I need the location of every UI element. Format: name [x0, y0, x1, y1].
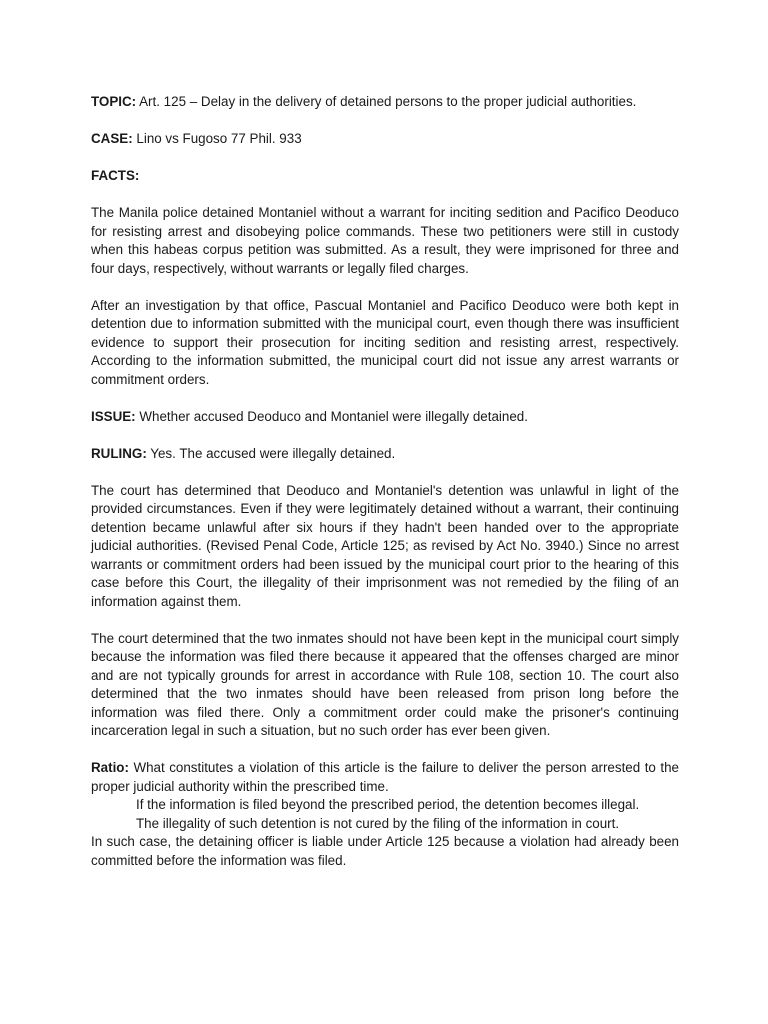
facts-paragraph-1: The Manila police detained Montaniel without a warrant for inciting sedition and Pacifico Deoduco for resisting arrest and disobeying police commands. These two petitioners were still in custody when this habeas corpus petition was submitted. As a result, they were imprisoned for three and four days, respectively, without warrants or legally filed charges. [91, 205, 679, 276]
topic-text: Art. 125 – Delay in the delivery of detained persons to the proper judicial authorities. [136, 94, 637, 109]
topic-label: TOPIC: [91, 94, 137, 109]
case-text: Lino vs Fugoso 77 Phil. 933 [132, 131, 302, 146]
case-label: CASE: [91, 131, 133, 146]
facts-heading: FACTS: [91, 168, 140, 183]
ruling-paragraph-2: The court determined that the two inmates should not have been kept in the municipal court simply because the information was filed there because it appeared that the offenses charged are minor and are not typically grounds for arrest in accordance with Rule 108, section 10. The court also determined that the two inmates should have been released from prison long before the information was filed there. Only a commitment order could make the prisoner's continuing incarceration legal in such a situation, but no such order has ever been given. [91, 630, 679, 738]
issue-line [91, 408, 679, 427]
case-line [91, 130, 679, 149]
issue-label: ISSUE: [91, 408, 136, 424]
ratio-point-2: The illegality of such detention is not cured by the filing of the information in court. [136, 815, 620, 831]
ruling-line [91, 445, 679, 464]
ruling-text: Yes. The accused were illegally detained. [146, 445, 396, 461]
ratio-point-1: If the information is filed beyond the prescribed period, the detention becomes illegal. [136, 797, 640, 812]
topic-line [91, 93, 679, 112]
facts-paragraph-2: After an investigation by that office, Pascual Montaniel and Pacifico Deoduco were both kept in detention due to information submitted with the municipal court, even though there was insufficient evidence to support their prosecution for inciting sedition and resisting arrest, respectively. According to the information submitted, the municipal court did not issue any arrest warrants or commitment orders. [91, 297, 679, 387]
ruling-label: RULING: [91, 445, 147, 461]
ratio-text: What constitutes a violation of this article is the failure to deliver the person arrested to the proper judicial authority within the prescribed time. [91, 760, 679, 794]
ratio-label: Ratio: [91, 760, 129, 775]
ratio-line [91, 759, 679, 796]
ratio-conclusion: In such case, the detaining officer is liable under Article 125 because a violation had already been committed before the information was filed. [91, 834, 679, 868]
issue-text: Whether accused Deoduco and Montaniel were illegally detained. [135, 408, 528, 424]
ruling-paragraph-1: The court has determined that Deoduco and Montaniel's detention was unlawful in light of the provided circumstances. Even if they were legitimately detained without a warrant, their continuing detention became unlawful after six hours if they hadn't been handed over to the appropriate judicial authorities. (Revised Penal Code, Article 125; as revised by Act No. 3940.) Since no arrest warrants or commitment orders had been issued by the municipal court prior to the hearing of this case before this Court, the illegality of their imprisonment was not remedied by the filing of an information against them. [91, 482, 679, 609]
